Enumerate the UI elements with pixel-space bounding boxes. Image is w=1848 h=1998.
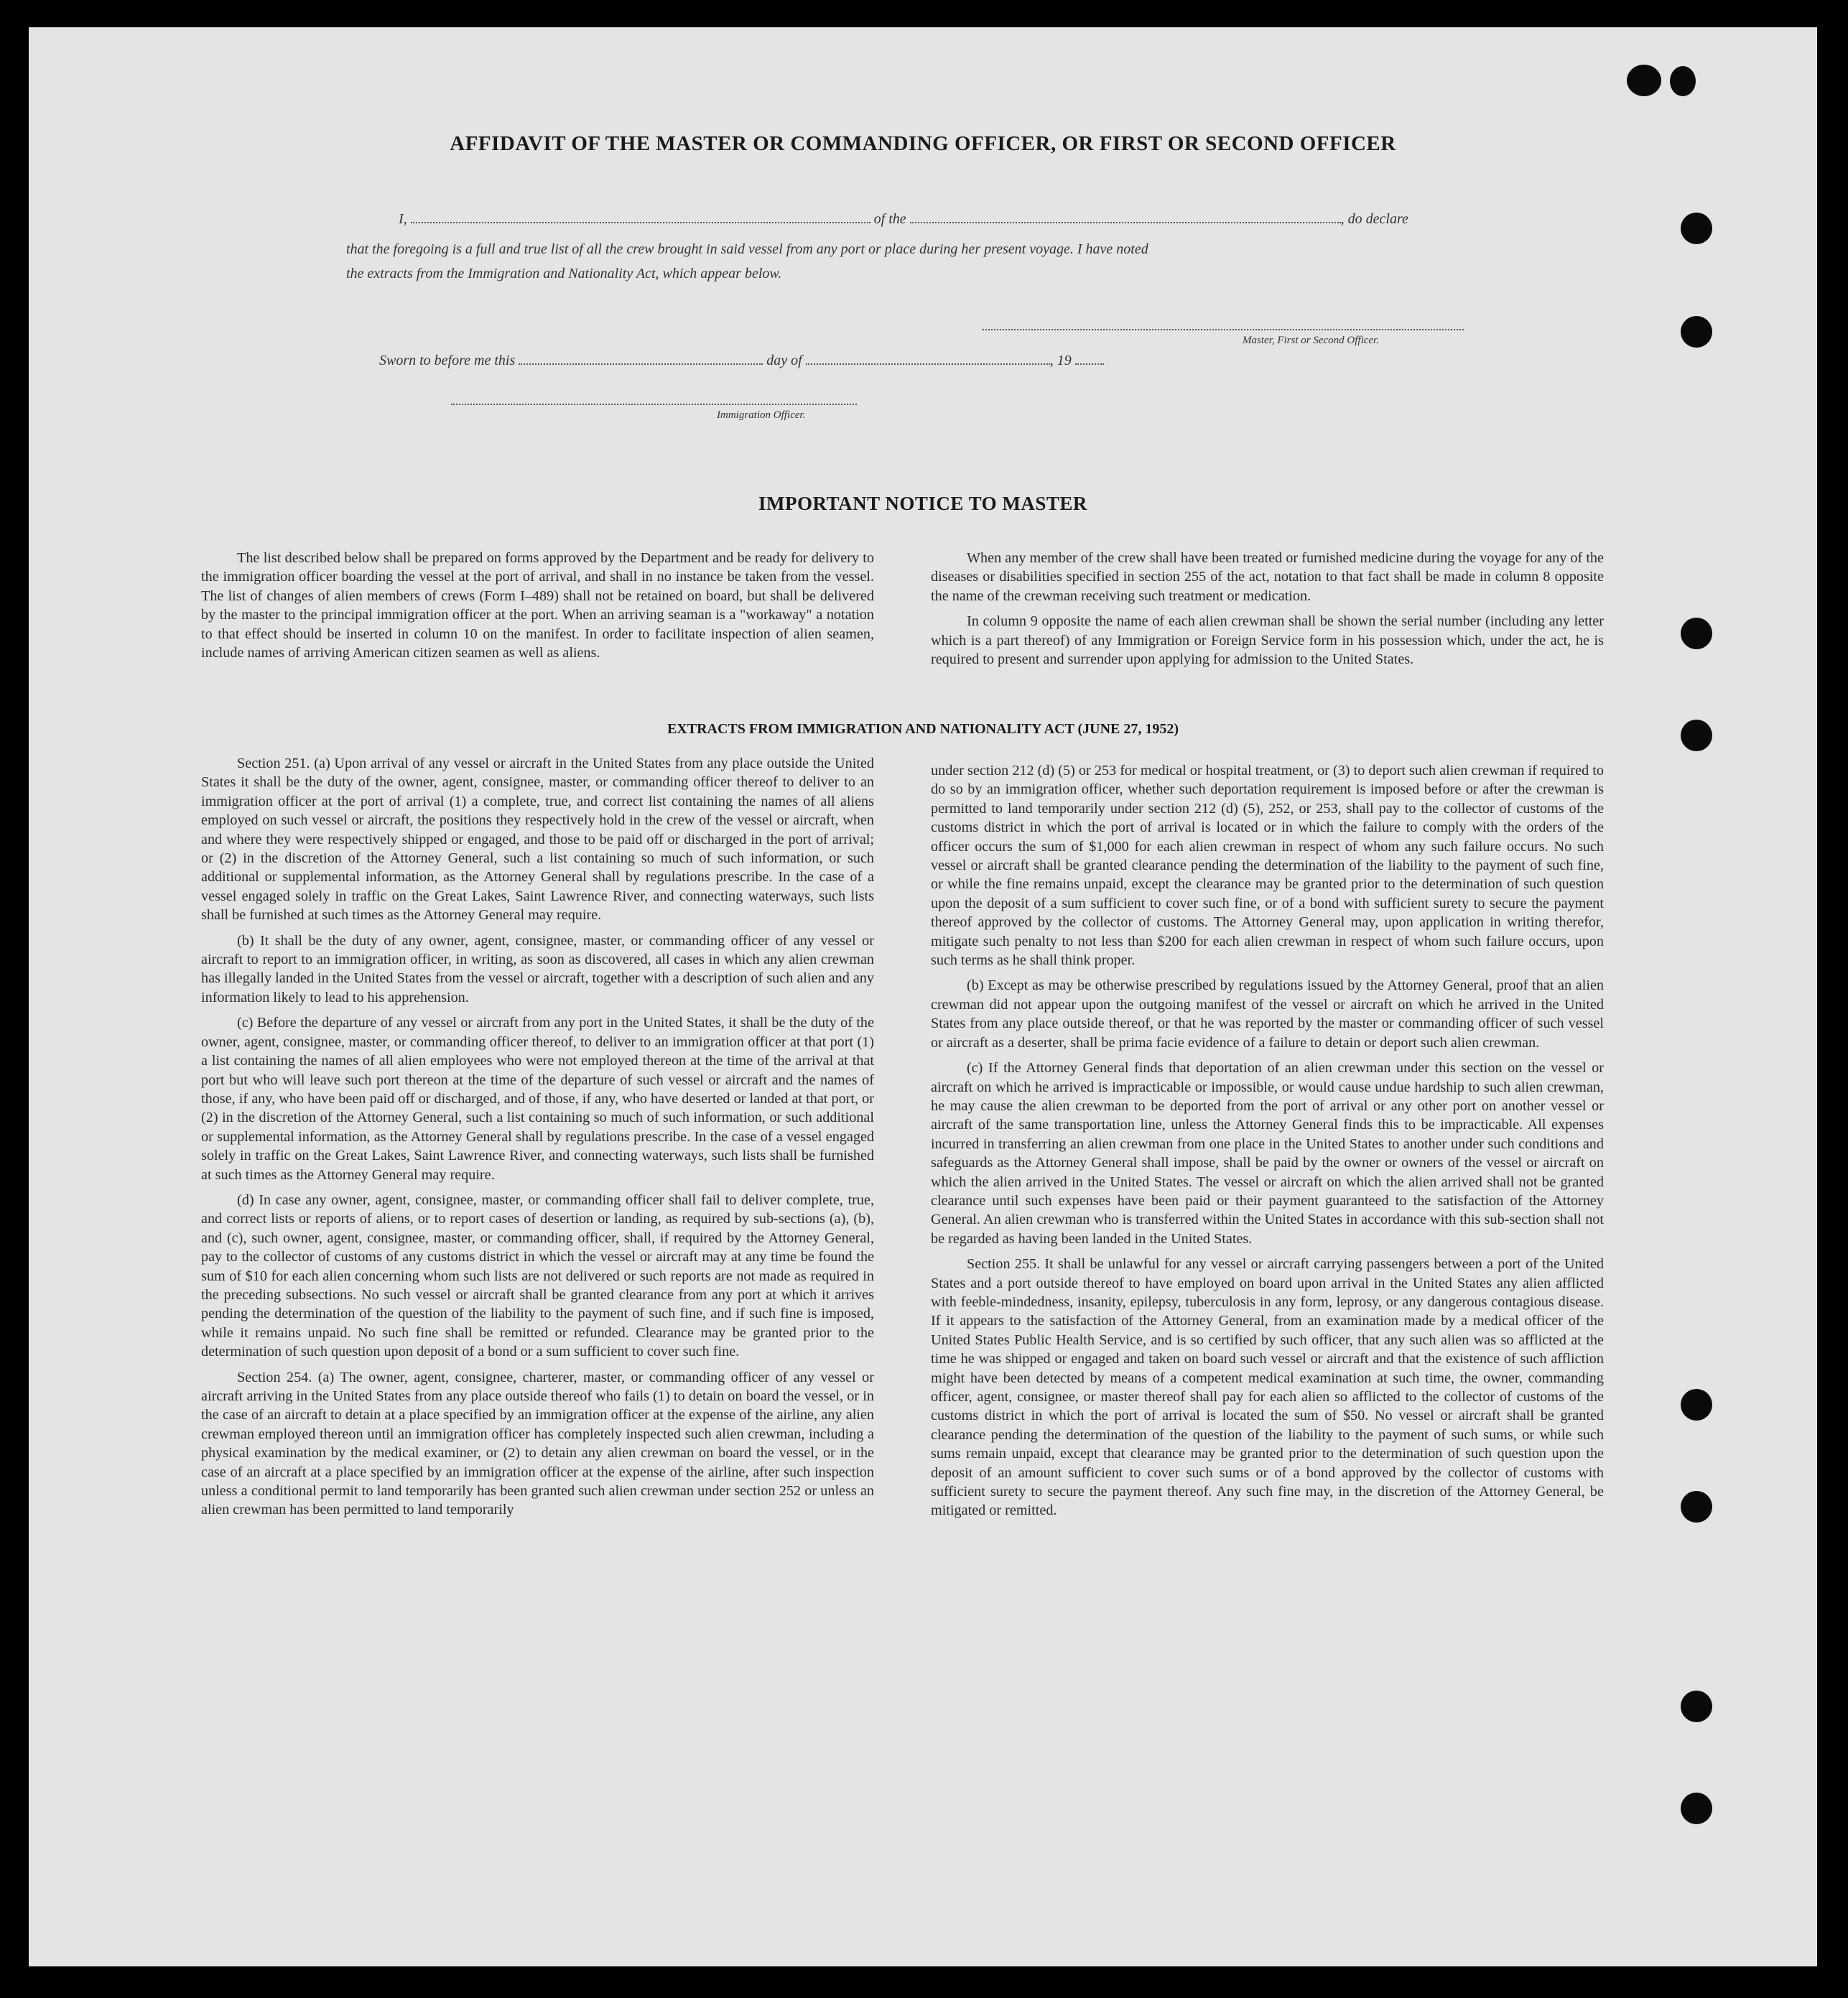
paragraph: When any member of the crew shall have been treated or furnished medicine during the voyage for any of the diseases or disabilities specified in section 255 of the act, notation to that fact shall be made in column 8 opposite the name of the crewman receiving such treatment or medication. bbox=[931, 550, 1604, 604]
declaration-text-line-2: the extracts from the Immigration and Nationality Act, which appear below. bbox=[346, 266, 782, 282]
extracts-right-column bbox=[931, 761, 1604, 1527]
document-page bbox=[29, 27, 1817, 1966]
i-label: I, bbox=[399, 211, 407, 227]
officer-signature-line[interactable] bbox=[451, 404, 857, 405]
paragraph: In column 9 opposite the name of each alien crewman shall be shown the serial number (including any letter which is a part thereof) of any Immigration or Foreign Service form in his possession which, under the act, he is required to present and surrender upon applying for admission to the United States. bbox=[931, 613, 1604, 668]
master-caption: Master, First or Second Officer. bbox=[1243, 335, 1379, 346]
paragraph: Section 254. (a) The owner, agent, consignee, charterer, master, or commanding officer of any vessel or aircraft arriving in the United States from any place outside thereof who fails (1) to detain on board the vessel, or in the case of an aircraft to detain at a place specified by an immigration officer at the expense of the airline, any alien crewman employed thereon until an immigration officer has completely inspected such alien crewman, including a physical examination by the medical examiner, or (2) to detain any alien crewman on board the vessel, or in the case of an aircraft at a place specified by an immigration officer at the expense of the airline, after such inspection unless a conditional permit to land temporarily has been granted such alien crewman under section 252 or unless an alien crewman has been permitted to land temporarily bbox=[201, 1369, 874, 1518]
notice-left-column bbox=[201, 549, 874, 669]
extracts-title: EXTRACTS FROM IMMIGRATION AND NATIONALITY ACT (JUNE 27, 1952) bbox=[667, 721, 1179, 737]
of-the-label: of the bbox=[873, 211, 906, 227]
master-signature-line[interactable] bbox=[983, 329, 1464, 330]
paragraph: Section 251. (a) Upon arrival of any vessel or aircraft in the United States from any place outside the United States it shall be the duty of the owner, agent, consignee, master, or commanding officer thereof to deliver to an immigration officer at the port of arrival (1) a complete, true, and correct list containing the names of all aliens employed on such vessel or aircraft, the positions they respectively hold in the crew of the vessel or aircraft, when and where they were respectively shipped or engaged, and those to be paid off or discharged in the port of arrival; or (2) in the discretion of the Attorney General, such a list containing so much of such information, or such additional or supplemental information, as the Attorney General shall by regulations prescribe. In the case of a vessel engaged solely in traffic on the Great Lakes, Saint Lawrence River, and connecting waterways, such lists shall be furnished at such times as the Attorney General may require. bbox=[201, 756, 874, 924]
officer-caption: Immigration Officer. bbox=[717, 409, 806, 421]
notice-right-column bbox=[931, 549, 1604, 675]
punch-hole bbox=[1681, 1691, 1712, 1722]
sworn-month-blank-field[interactable] bbox=[806, 352, 1050, 365]
do-declare-label: , do declare bbox=[1340, 211, 1408, 227]
affidavit-title: AFFIDAVIT OF THE MASTER OR COMMANDING OFFICER, OR FIRST OR SECOND OFFICER bbox=[450, 132, 1396, 155]
punch-hole bbox=[1681, 618, 1712, 649]
sworn-label: Sworn to before me this bbox=[379, 353, 516, 368]
punch-hole bbox=[1681, 1389, 1712, 1421]
day-of-label: day of bbox=[766, 353, 802, 368]
notice-title: IMPORTANT NOTICE TO MASTER bbox=[758, 493, 1087, 514]
paragraph: (b) Except as may be otherwise prescribed by regulations issued by the Attorney General, proof that an alien crewman did not appear upon the outgoing manifest of the vessel or aircraft on which he arrived in the United States from any place outside thereof, or that he was reported by the master or commanding officer of such vessel or aircraft as a deserter, shall be prima facie evidence of a failure to detain or deport such alien crewman. bbox=[931, 977, 1604, 1051]
paragraph: (b) It shall be the duty of any owner, agent, consignee, master, or commanding officer of any vessel or aircraft to report to an immigration officer, in writing, as soon as discovered, all cases in which any alien crewman has illegally landed in the United States from the vessel or aircraft, together with a description of such alien and any information likely to lead to his apprehension. bbox=[201, 932, 874, 1005]
punch-hole bbox=[1681, 1491, 1712, 1523]
punch-hole bbox=[1681, 1793, 1712, 1824]
paragraph: under section 212 (d) (5) or 253 for medical or hospital treatment, or (3) to deport such alien crewman if required to do so by an immigration officer, whether such deportation requirement is imposed before or after the crewman is permitted to land temporarily under section 212 (d) (5), 252, or 253, shall pay to the collector of customs of the customs district in which the port of arrival is located or in which the failure to comply with the orders of the officer occurs the sum of $1,000 for each alien crewman in respect of whom any such failure occurs. No such vessel or aircraft shall be granted clearance pending the determination of the liability to the payment of such fine, or while the fine remains unpaid, except the clearance may be granted prior to the determination of such question upon the deposit of a sum sufficient to cover such fine, or of a bond with sufficient surety to secure the payment thereof approved by the collector of customs. The Attorney General may, upon application in writing therefor, mitigate such penalty to not less than $200 for each alien crewman in respect of whom such failure occurs, upon such terms as he shall think proper. bbox=[931, 763, 1604, 969]
paragraph: (c) If the Attorney General finds that deportation of an alien crewman under this section on the vessel or aircraft on which he arrived is impracticable or impossible, or would cause undue hardship to such alien crewman, he may cause the alien crewman to be deported from the port of arrival or any other port on another vessel or aircraft of the same transportation line, unless the Attorney General finds this to be impracticable. All expenses incurred in transferring an alien crewman from one place in the United States to another under such conditions and safeguards as the Attorney General shall impose, shall be paid by the owner or owners of the vessel or aircraft on which the alien arrived in the United States. The vessel or aircraft on which the alien arrived shall not be granted clearance until such expenses have been paid or their payment guaranteed to the satisfaction of the Attorney General. An alien crewman who is transferred within the United States in accordance with this sub-section shall not be regarded as having been landed in the United States. bbox=[931, 1060, 1604, 1247]
punch-hole bbox=[1681, 316, 1712, 348]
sworn-day-blank-field[interactable] bbox=[519, 352, 763, 365]
punch-hole bbox=[1681, 213, 1712, 244]
paragraph: (d) In case any owner, agent, consignee, master, or commanding officer shall fail to deliver complete, true, and correct lists or reports of aliens, or to report cases of desertion or landing, as required by sub-sections (a), (b), and (c), such owner, agent, consignee, master, or commanding officer, shall, if required by the Attorney General, pay to the collector of customs of any customs district in which the vessel or aircraft may at any time be found the sum of $10 for each alien concerning whom such lists are not delivered or such reports are not made as required in the preceding subsections. No such vessel or aircraft shall be granted clearance from any port at which it arrives pending the determination of the question of the liability to the payment of such fine, and if such fine is imposed, while it remains unpaid. No such fine shall be remitted or refunded. Clearance may be granted prior to the determination of such question upon deposit of a bond or a sum sufficient to cover such fine. bbox=[201, 1191, 874, 1360]
corner-hole-mark-2 bbox=[1670, 66, 1696, 96]
declaration-text-line-1: that the foregoing is a full and true list of all the crew brought in said vessel from any port or place during her present voyage. I have noted bbox=[346, 241, 1148, 257]
paragraph: (c) Before the departure of any vessel or aircraft from any port in the United States, it shall be the duty of the owner, agent, consignee, master, or commanding officer thereof, to deliver to an immigration officer at that port (1) a list containing the names of all alien employees who were not employed thereon at the time of the arrival at that port but who will leave such port thereon at the time of the departure of such vessel or aircraft and the names of those, if any, who have been paid off or discharged, and of those, if any, who have deserted or landed at that port, or (2) in the discretion of the Attorney General, such a list containing so much of such information, or such additional or supplemental information, as the Attorney General shall by regulations prescribe. In the case of a vessel engaged solely in traffic on the Great Lakes, Saint Lawrence River, and connecting waterways, such lists shall be furnished at such times as the Attorney General may require. bbox=[201, 1015, 874, 1183]
sworn-line bbox=[379, 352, 1104, 369]
vessel-blank-field[interactable] bbox=[910, 210, 1341, 223]
name-blank-field[interactable] bbox=[411, 210, 870, 223]
corner-hole-mark bbox=[1627, 65, 1661, 96]
sworn-year-blank-field[interactable] bbox=[1075, 352, 1104, 365]
paragraph: The list described below shall be prepared on forms approved by the Department and be ready for delivery to the immigration officer boarding the vessel at the port of arrival, and shall in no instance be taken from the vessel. The list of changes of alien members of crews (Form I–489) shall not be retained on board, but shall be delivered by the master to the principal immigration officer at the port. When an arriving seaman is a "workaway" a notation to that effect should be inserted in column 10 on the manifest. In order to facilitate inspection of alien seamen, include names of arriving American citizen seamen as well as aliens. bbox=[201, 550, 874, 661]
paragraph: Section 255. It shall be unlawful for any vessel or aircraft carrying passengers between a port of the United States and a port outside thereof to have employed on board upon arrival in the United States any alien afflicted with feeble-mindedness, insanity, epilepsy, tuberculosis in any form, leprosy, or any dangerous contagious disease. If it appears to the satisfaction of the Attorney General, from an examination made by a medical officer of the United States Public Health Service, and is so certified by such officer, that any such alien was so afflicted at the time he was shipped or engaged and taken on board such vessel or aircraft and that the existence of such affliction might have been detected by means of a competent medical examination at such time, the owner, commanding officer, agent, consignee, or master thereof shall pay for each alien so afflicted to the collector of customs of the customs district in which the port of arrival is located the sum of $50. No vessel or aircraft shall be granted clearance pending the determination of the question of the liability to the payment of such sums, or while such sums remain unpaid, except that clearance may be granted prior to the determination of such question upon the deposit of an amount sufficient to cover such sums or of a bond approved by the collector of customs with sufficient surety to secure the payment thereof. Any such fine may, in the discretion of the Attorney General, be mitigated or remitted. bbox=[931, 1256, 1604, 1519]
extracts-left-column bbox=[201, 754, 874, 1526]
affidavit-declaration-line bbox=[399, 210, 1408, 228]
year-label: , 19 bbox=[1049, 353, 1072, 368]
